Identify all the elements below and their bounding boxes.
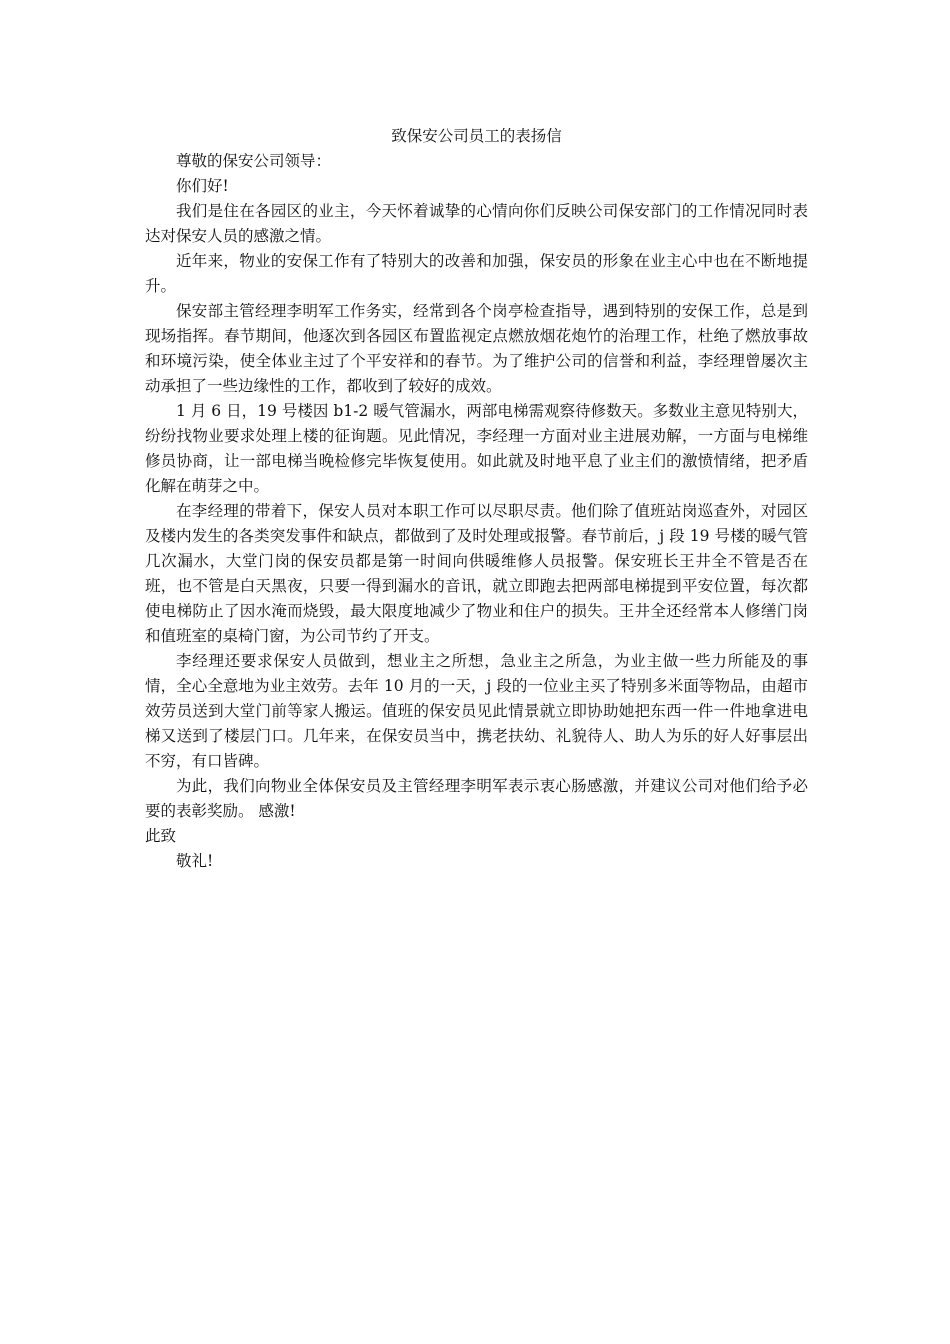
paragraph-intro: 我们是住在各园区的业主，今天怀着诚挚的心情向你们反映公司保安部门的工作情况同时表达对保安人员的感激之情。 [145,202,808,245]
closing-cizhi: 此致 [145,827,177,845]
paragraph-service: 李经理还要求保安人员做到，想业主之所想，急业主之所急，为业主做一些力所能及的事情，全心全意地为业主效劳。去年 10 月的一天，j 段的一位业主买了特别多米面等物品，由超市效劳员送到大堂门前等家人搬运。值班的保安员见此情景就立即协助她把东西一件一件地拿进电梯又送到了楼层门口。几年来，在保安员当中，携老扶幼、礼貌待人、助人为乐的好人好事层出不穷，有口皆碑。 [145,652,808,770]
closing-jingli: 敬礼! [176,852,214,870]
letter-title: 致保安公司员工的表扬信 [391,127,562,145]
salutation: 尊敬的保安公司领导： [176,152,332,170]
paragraph-conclusion: 为此，我们向物业全体保安员及主管经理李明军表示衷心肠感激，并建议公司对他们给予必要的表彰奖励。 感激! [145,777,808,820]
paragraph-elevator-incident: 1 月 6 日，19 号楼因 b1-2 暖气管漏水，两部电梯需观察待修数天。多数业主意见特别大，纷纷找物业要求处理上楼的征询题。见此情况，李经理一方面对业主进展劝解，一方面与电梯维修员协商，让一部电梯当晚检修完毕恢复使用。如此就及时地平息了业主们的激愤情绪，把矛盾化解在萌芽之中。 [145,402,808,495]
paragraph-improvement: 近年来，物业的安保工作有了特别大的改善和加强，保安员的形象在业主心中也在不断地提升。 [145,252,808,295]
greeting: 你们好! [176,177,229,195]
paragraph-manager: 保安部主管经理李明军工作务实，经常到各个岗亭检查指导，遇到特别的安保工作，总是到现场指挥。春节期间，他逐次到各园区布置监视定点燃放烟花炮竹的治理工作，杜绝了燃放事故和环境污染，使全体业主过了个平安祥和的春节。为了维护公司的信誉和利益，李经理曾屡次主动承担了一些边缘性的工作，都收到了较好的成效。 [145,302,808,395]
paragraph-security-staff: 在李经理的带着下，保安人员对本职工作可以尽职尽责。他们除了值班站岗巡查外，对园区及楼内发生的各类突发事件和缺点，都做到了及时处理或报警。春节前后，j 段 19 号楼的暖气管几次漏水，大堂门岗的保安员都是第一时间向供暖维修人员报警。保安班长王井全不管是否在班，也不管是白天黑夜，只要一得到漏水的音讯，就立即跑去把两部电梯提到平安位置，每次都使电梯防止了因水淹而烧毁，最大限度地减少了物业和住户的损失。王井全还经常本人修缮门岗和值班室的桌椅门窗，为公司节约了开支。 [145,502,808,645]
letter-document [145,124,808,874]
